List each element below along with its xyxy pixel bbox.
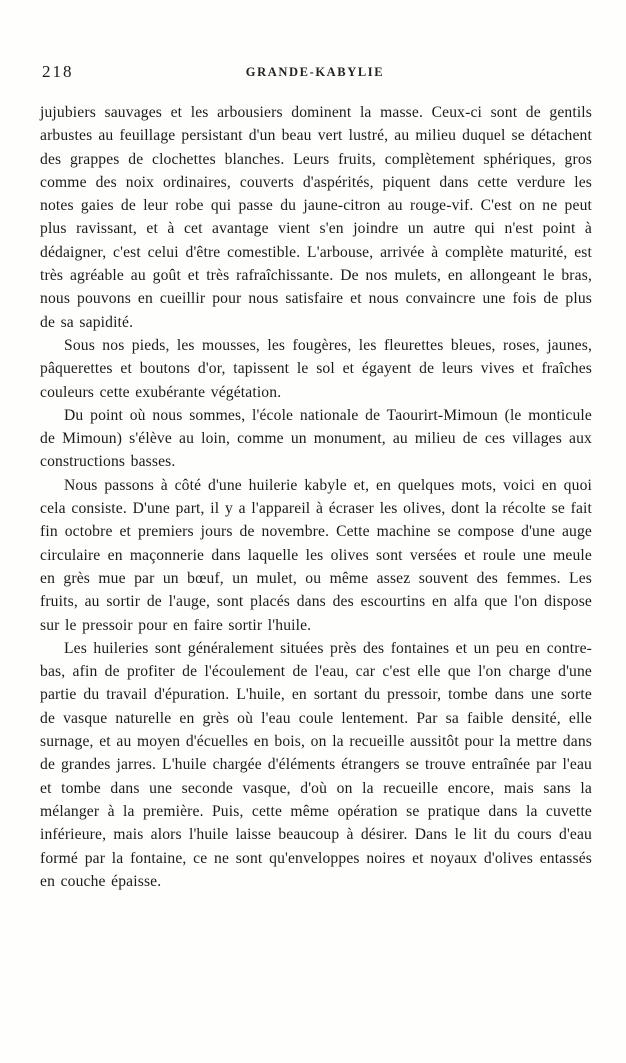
paragraph: Nous passons à côté d'une huilerie kabyle et, en quelques mots, voici en quoi cela consiste. D'une part, il y a l'appareil à écraser les olives, dont la récolte se fait fin octobre et premiers jours de novembre. Cette machine se compose d'une auge circulaire en maçonnerie dans laquelle les olives sont versées et roule une meule en grès mue par un bœuf, un mulet, ou même assez souvent des femmes. Les fruits, au sortir de l'auge, sont placés dans des escourtins en alfa que l'on dispose sur le pressoir pour en faire sortir l'huile. [40,476,592,634]
page-number: 218 [42,62,74,81]
page-header [40,62,590,84]
paragraph: Du point où nous sommes, l'école nationale de Taourirt-Mimoun (le monticule de Mimoun) s'élève au loin, comme un monument, au milieu de ces villages aux constructions basses. [40,406,592,471]
paragraph: Les huileries sont généralement situées près des fontaines et un peu en contre-bas, afin de profiter de l'écoulement de l'eau, car c'est elle que l'on charge d'une partie du travail d'épuration. L'huile, en sortant du pressoir, tombe dans une sorte de vasque naturelle en grès où l'eau coule lentement. Par sa faible densité, elle surnage, et au moyen d'écuelles en bois, on la recueille aussitôt pour la mettre dans de grandes jarres. L'huile chargée d'éléments étrangers se trouve entraînée par l'eau et tombe dans une seconde vasque, d'où on la recueille encore, mais sans la mélanger à la première. Puis, cette même opération se pratique dans la cuvette inférieure, mais alors l'huile laisse beaucoup à désirer. Dans le lit du cours d'eau formé par la fontaine, ce ne sont qu'enveloppes noires et noyaux d'olives entassés en couche épaisse. [40,639,592,890]
paragraph: Sous nos pieds, les mousses, les fougères, les fleurettes bleues, roses, jaunes, pâquerettes et boutons d'or, tapissent le sol et égayent de leurs vives et fraîches couleurs cette exubérante végétation. [40,336,592,401]
page-body [40,101,592,893]
running-title: GRANDE-KABYLIE [245,65,385,79]
paragraph: jujubiers sauvages et les arbousiers dominent la masse. Ceux-ci sont de gentils arbustes au feuillage persistant d'un beau vert lustré, au milieu duquel se détachent des grappes de clochettes blanches. Leurs fruits, complètement sphériques, gros comme des noix ordinaires, couverts d'aspérités, piquent dans cette verdure les notes gaies de leur robe qui passe du jaune-citron au rouge-vif. C'est on ne peut plus ravissant, et à cet avantage vient s'en joindre un autre qui n'est point à dédaigner, c'est celui d'être comestible. L'arbouse, arrivée à complète maturité, est très agréable au goût et très rafraîchissante. De nos mulets, en allongeant le bras, nous pouvons en cueillir pour nous satisfaire et nous convaincre une fois de plus de sa sapidité. [40,104,592,331]
